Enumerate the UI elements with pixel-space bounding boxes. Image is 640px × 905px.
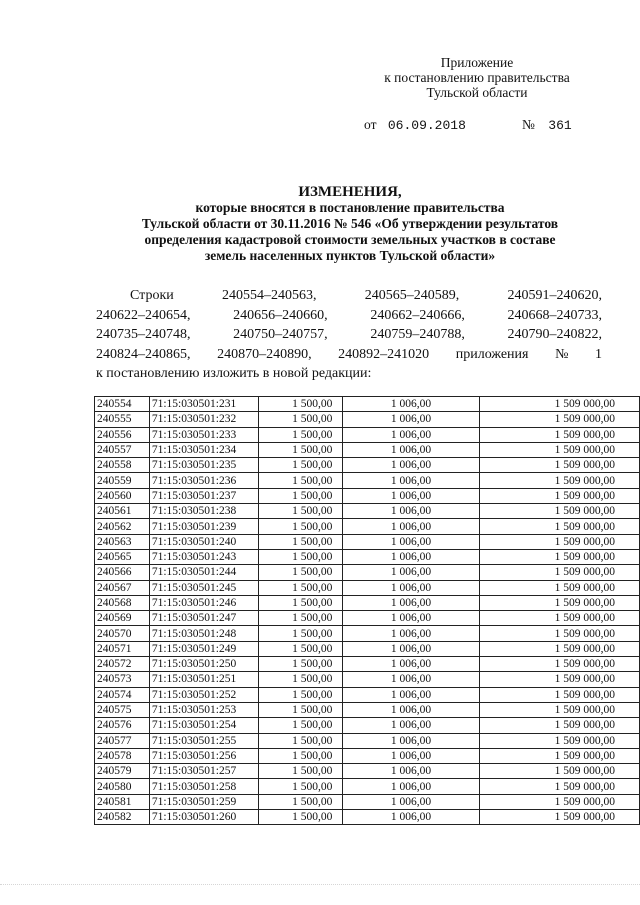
cadastral-number-cell: 71:15:030501:244 [149,565,258,580]
cadastral-number-cell: 71:15:030501:236 [149,473,258,488]
cadastral-number-cell: 71:15:030501:257 [149,764,258,779]
specific-value-cell: 1 500,00 [258,442,343,457]
table-row [95,672,640,687]
cadastral-number-cell: 71:15:030501:231 [149,397,258,412]
paragraph-word: 1 [595,346,602,362]
row-number-cell: 240578 [95,748,150,763]
area-cell: 1 006,00 [343,565,479,580]
resolution-number: 361 [548,118,572,133]
cadastral-value-cell: 1 509 000,00 [479,764,639,779]
cadastral-value-cell: 1 509 000,00 [479,672,639,687]
specific-value-cell: 1 500,00 [258,718,343,733]
row-number-cell: 240565 [95,549,150,564]
table-row [95,534,640,549]
specific-value-cell: 1 500,00 [258,473,343,488]
cadastral-value-cell: 1 509 000,00 [479,687,639,702]
row-number-cell: 240555 [95,412,150,427]
heading-title: ИЗМЕНЕНИЯ, [298,184,402,200]
cadastral-value-cell: 1 509 000,00 [479,718,639,733]
area-cell: 1 006,00 [343,534,479,549]
cadastral-value-cell: 1 509 000,00 [479,442,639,457]
table-row [95,764,640,779]
cadastral-number-cell: 71:15:030501:232 [149,412,258,427]
paragraph-word: 240554–240563, [222,288,317,303]
row-number-cell: 240580 [95,779,150,794]
paragraph-line-3 [96,325,602,345]
specific-value-cell: 1 500,00 [258,580,343,595]
paragraph-word: 240662–240666, [370,307,465,323]
specific-value-cell: 1 500,00 [258,427,343,442]
specific-value-cell: 1 500,00 [258,810,343,825]
table-body [95,397,640,825]
cadastral-value-cell: 1 509 000,00 [479,519,639,534]
paragraph-word: приложения [455,346,529,362]
specific-value-cell: 1 500,00 [258,764,343,779]
cadastral-number-cell: 71:15:030501:246 [149,595,258,610]
row-number-cell: 240558 [95,458,150,473]
table-row [95,611,640,626]
cadastral-number-cell: 71:15:030501:245 [149,580,258,595]
appendix-resolution-ref: к постановлению правительства [384,70,570,85]
cadastral-number-cell: 71:15:030501:235 [149,458,258,473]
appendix-header [362,55,592,100]
cadastral-number-cell: 71:15:030501:234 [149,442,258,457]
specific-value-cell: 1 500,00 [258,565,343,580]
cadastral-number-cell: 71:15:030501:239 [149,519,258,534]
table-row [95,473,640,488]
heading-line-2: Тульской области от 30.11.2016 № 546 «Об утверждении результатов [141,216,559,231]
specific-value-cell: 1 500,00 [258,412,343,427]
cadastral-value-cell: 1 509 000,00 [479,794,639,809]
cadastral-value-cell: 1 509 000,00 [479,488,639,503]
heading-line-3: определения кадастровой стоимости земельных участков в составе [144,232,556,247]
paragraph-line-2 [96,306,602,326]
area-cell: 1 006,00 [343,397,479,412]
cadastral-value-cell: 1 509 000,00 [479,580,639,595]
specific-value-cell: 1 500,00 [258,672,343,687]
cadastral-value-cell: 1 509 000,00 [479,748,639,763]
row-number-cell: 240562 [95,519,150,534]
cadastral-number-cell: 71:15:030501:251 [149,672,258,687]
table-row [95,488,640,503]
cadastral-value-cell: 1 509 000,00 [479,810,639,825]
area-cell: 1 006,00 [343,442,479,457]
specific-value-cell: 1 500,00 [258,534,343,549]
table-row [95,718,640,733]
table-row [95,733,640,748]
table-row [95,595,640,610]
specific-value-cell: 1 500,00 [258,657,343,672]
cadastral-value-cell: 1 509 000,00 [479,397,639,412]
cadastral-value-cell: 1 509 000,00 [479,549,639,564]
cadastral-value-cell: 1 509 000,00 [479,626,639,641]
row-number-cell: 240571 [95,641,150,656]
area-cell: 1 006,00 [343,718,479,733]
area-cell: 1 006,00 [343,549,479,564]
table-row [95,580,640,595]
paragraph-word: 240735–240748, [96,327,191,342]
cadastral-value-cell: 1 509 000,00 [479,611,639,626]
area-cell: 1 006,00 [343,519,479,534]
row-number-cell: 240575 [95,702,150,717]
paragraph-word: 240824–240865, [96,346,191,362]
body-paragraph [96,286,602,384]
cadastral-value-cell: 1 509 000,00 [479,504,639,519]
specific-value-cell: 1 500,00 [258,794,343,809]
cadastral-number-cell: 71:15:030501:259 [149,794,258,809]
area-cell: 1 006,00 [343,810,479,825]
table-row [95,657,640,672]
cadastral-number-cell: 71:15:030501:256 [149,748,258,763]
row-number-cell: 240560 [95,488,150,503]
cadastral-value-cell: 1 509 000,00 [479,427,639,442]
paragraph-line-5: к постановлению изложить в новой редакции: [96,366,372,381]
row-number-cell: 240573 [95,672,150,687]
area-cell: 1 006,00 [343,687,479,702]
appendix-label: Приложение [440,55,514,70]
area-cell: 1 006,00 [343,504,479,519]
row-number-cell: 240561 [95,504,150,519]
table-row [95,779,640,794]
area-cell: 1 006,00 [343,595,479,610]
cadastral-number-cell: 71:15:030501:253 [149,702,258,717]
paragraph-word: 240622–240654, [96,307,191,323]
area-cell: 1 006,00 [343,779,479,794]
row-number-cell: 240577 [95,733,150,748]
row-number-cell: 240574 [95,687,150,702]
row-number-cell: 240570 [95,626,150,641]
specific-value-cell: 1 500,00 [258,626,343,641]
specific-value-cell: 1 500,00 [258,641,343,656]
specific-value-cell: 1 500,00 [258,687,343,702]
cadastral-number-cell: 71:15:030501:255 [149,733,258,748]
table-row [95,810,640,825]
cadastral-number-cell: 71:15:030501:238 [149,504,258,519]
paragraph-word: Строки [130,288,174,303]
paragraph-word: 240790–240822, [507,327,602,342]
paragraph-word: 240759–240788, [370,327,465,342]
heading-line-1: которые вносятся в постановление правительства [195,200,505,215]
row-number-cell: 240566 [95,565,150,580]
row-number-cell: 240554 [95,397,150,412]
row-number-cell: 240557 [95,442,150,457]
row-number-cell: 240556 [95,427,150,442]
specific-value-cell: 1 500,00 [258,779,343,794]
table-row [95,794,640,809]
resolution-dateline [364,117,572,133]
row-number-cell: 240569 [95,611,150,626]
resolution-number-group [522,117,572,133]
area-cell: 1 006,00 [343,764,479,779]
cadastral-value-cell: 1 509 000,00 [479,641,639,656]
cadastral-number-cell: 71:15:030501:243 [149,549,258,564]
cadastral-value-cell: 1 509 000,00 [479,657,639,672]
cadastral-value-cell: 1 509 000,00 [479,779,639,794]
area-cell: 1 006,00 [343,488,479,503]
row-number-cell: 240567 [95,580,150,595]
cadastral-number-cell: 71:15:030501:233 [149,427,258,442]
table-row [95,412,640,427]
specific-value-cell: 1 500,00 [258,488,343,503]
table-row [95,626,640,641]
cadastral-number-cell: 71:15:030501:249 [149,641,258,656]
table-row [95,397,640,412]
table-row [95,748,640,763]
paragraph-word: 240892–241020 [338,346,430,362]
specific-value-cell: 1 500,00 [258,748,343,763]
cadastral-value-cell: 1 509 000,00 [479,565,639,580]
cadastral-number-cell: 71:15:030501:247 [149,611,258,626]
area-cell: 1 006,00 [343,626,479,641]
table-row [95,641,640,656]
specific-value-cell: 1 500,00 [258,702,343,717]
area-cell: 1 006,00 [343,412,479,427]
table-row [95,549,640,564]
cadastral-value-cell: 1 509 000,00 [479,458,639,473]
paragraph-line-1 [96,286,602,306]
area-cell: 1 006,00 [343,458,479,473]
specific-value-cell: 1 500,00 [258,504,343,519]
paragraph-line-4 [96,345,602,365]
cadastral-number-cell: 71:15:030501:252 [149,687,258,702]
area-cell: 1 006,00 [343,473,479,488]
row-number-cell: 240582 [95,810,150,825]
specific-value-cell: 1 500,00 [258,458,343,473]
table-row [95,702,640,717]
cadastral-number-cell: 71:15:030501:248 [149,626,258,641]
cadastral-value-cell: 1 509 000,00 [479,534,639,549]
cadastral-number-cell: 71:15:030501:254 [149,718,258,733]
cadastral-value-cell: 1 509 000,00 [479,473,639,488]
area-cell: 1 006,00 [343,641,479,656]
cadastral-number-cell: 71:15:030501:260 [149,810,258,825]
paragraph-word: 240591–240620, [507,288,602,303]
date-prefix: от [364,117,377,132]
area-cell: 1 006,00 [343,672,479,687]
row-number-cell: 240568 [95,595,150,610]
row-number-cell: 240576 [95,718,150,733]
area-cell: 1 006,00 [343,580,479,595]
specific-value-cell: 1 500,00 [258,595,343,610]
area-cell: 1 006,00 [343,794,479,809]
resolution-date: 06.09.2018 [387,118,466,133]
specific-value-cell: 1 500,00 [258,397,343,412]
cadastral-value-cell: 1 509 000,00 [479,733,639,748]
table-row [95,427,640,442]
table-row [95,519,640,534]
specific-value-cell: 1 500,00 [258,519,343,534]
area-cell: 1 006,00 [343,702,479,717]
number-sign: № [522,117,535,132]
area-cell: 1 006,00 [343,657,479,672]
area-cell: 1 006,00 [343,427,479,442]
specific-value-cell: 1 500,00 [258,549,343,564]
paragraph-word: 240668–240733, [507,307,602,323]
heading-line-4: земель населенных пунктов Тульской области» [204,248,496,263]
row-number-cell: 240559 [95,473,150,488]
cadastral-table [94,396,640,825]
document-heading [100,184,600,264]
table-row [95,565,640,580]
specific-value-cell: 1 500,00 [258,733,343,748]
area-cell: 1 006,00 [343,748,479,763]
row-number-cell: 240579 [95,764,150,779]
area-cell: 1 006,00 [343,733,479,748]
cadastral-value-cell: 1 509 000,00 [479,595,639,610]
row-number-cell: 240563 [95,534,150,549]
specific-value-cell: 1 500,00 [258,611,343,626]
cadastral-number-cell: 71:15:030501:237 [149,488,258,503]
cadastral-number-cell: 71:15:030501:250 [149,657,258,672]
table-row [95,504,640,519]
paragraph-word: 240565–240589, [364,288,460,303]
cadastral-number-cell: 71:15:030501:258 [149,779,258,794]
appendix-region: Тульской области [426,85,528,100]
cadastral-value-cell: 1 509 000,00 [479,702,639,717]
area-cell: 1 006,00 [343,611,479,626]
paragraph-word: 240870–240890, [217,346,312,362]
scan-artifact-line [0,884,640,891]
cadastral-number-cell: 71:15:030501:240 [149,534,258,549]
row-number-cell: 240581 [95,794,150,809]
cadastral-value-cell: 1 509 000,00 [479,412,639,427]
row-number-cell: 240572 [95,657,150,672]
table-row [95,442,640,457]
table-row [95,458,640,473]
paragraph-word: 240656–240660, [233,307,328,323]
paragraph-word: 240750–240757, [233,327,328,342]
paragraph-word: № [555,346,569,362]
table-row [95,687,640,702]
